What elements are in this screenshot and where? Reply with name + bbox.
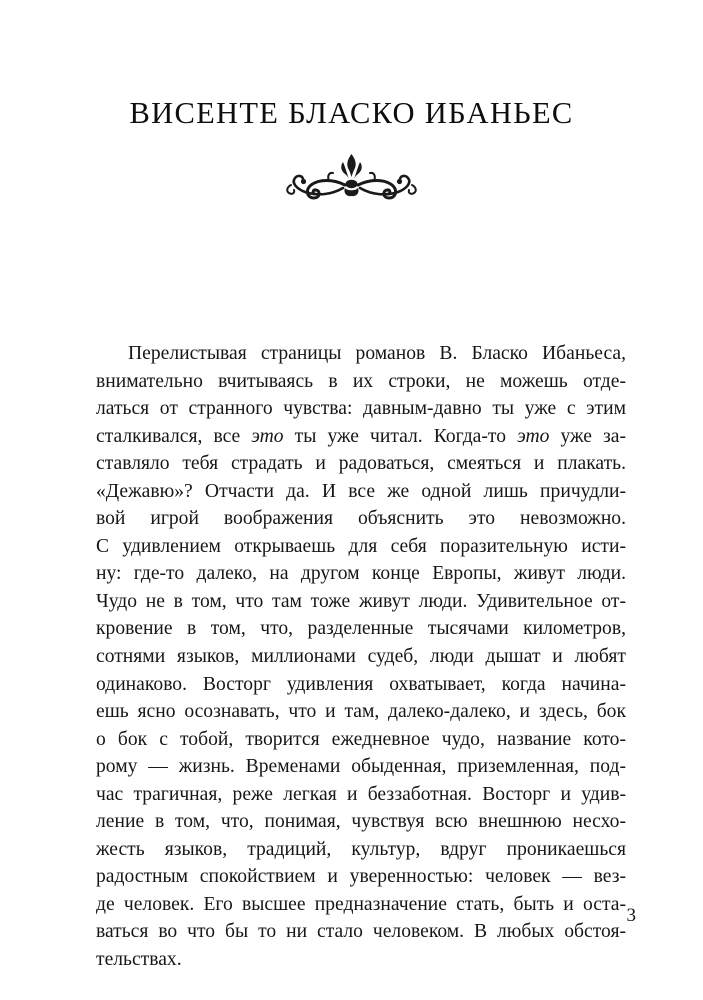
text-run: Перелистывая страницы романов В. Бласко Ибаньеса,	[128, 343, 626, 364]
text-line	[96, 560, 626, 588]
text-line	[96, 836, 626, 864]
text-run: ну: где-то далеко, на другом конце Европы, живут люди.	[96, 563, 626, 585]
text-run: ставляло тебя страдать и радоваться, смеяться и плакать.	[96, 453, 626, 475]
text-run: ешь ясно осознавать, что и там, далеко-далеко, и здесь, бок	[96, 701, 626, 723]
text-line	[96, 808, 626, 836]
text-run: радостным спокойствием и уверенностью: человек — вез-	[96, 866, 626, 888]
text-line	[96, 891, 626, 919]
text-line	[96, 753, 626, 781]
text-line	[96, 726, 626, 754]
text-line	[96, 588, 626, 616]
text-line	[96, 505, 626, 533]
text-run: кровение в том, что, разделенные тысячами километров,	[96, 618, 626, 640]
text-run: уже за-	[549, 425, 626, 447]
text-line	[96, 423, 626, 451]
text-line	[96, 368, 626, 396]
text-run: тельствах.	[96, 949, 182, 971]
text-run: жесть языков, традиций, культур, вдруг проникаешься	[96, 838, 626, 860]
text-line	[96, 946, 626, 974]
text-run: одинаково. Восторг удивления охватывает, когда начина-	[96, 673, 626, 695]
text-line	[96, 478, 626, 506]
italic-word: это	[251, 425, 284, 447]
body-paragraph	[96, 340, 626, 974]
text-run: ваться во что бы то ни стало человеком. В любых обстоя-	[96, 921, 626, 943]
text-run: латься от странного чувства: давным-давно ты уже с этим	[96, 398, 626, 420]
text-line	[96, 643, 626, 671]
text-run: вой игрой воображения объяснить это невозможно.	[96, 508, 626, 530]
text-run: ты уже читал. Когда-то	[283, 425, 518, 447]
text-line	[96, 450, 626, 478]
text-run: сталкивался, все	[96, 425, 252, 447]
text-line	[96, 698, 626, 726]
text-line	[96, 863, 626, 891]
text-line	[96, 395, 626, 423]
text-run: «Дежавю»? Отчасти да. И все же одной лишь причудли-	[96, 480, 626, 502]
text-line	[96, 340, 626, 368]
text-run: о бок с тобой, творится ежедневное чудо, название кото-	[96, 728, 626, 750]
text-run: де человек. Его высшее предназначение стать, быть и оста-	[96, 893, 626, 915]
page-number: 3	[626, 905, 636, 926]
fleuron-ornament-icon	[283, 152, 420, 204]
text-line	[96, 671, 626, 699]
text-run: час трагичная, реже легкая и беззаботная. Восторг и удив-	[96, 783, 626, 805]
italic-word: это	[517, 425, 550, 447]
text-run: Чудо не в том, что там тоже живут люди. Удивительное от-	[96, 590, 626, 612]
text-run: внимательно вчитываясь в их строки, не можешь отде-	[96, 370, 626, 392]
chapter-title: ВИСЕНТЕ БЛАСКО ИБАНЬЕС	[129, 96, 574, 130]
text-run: сотнями языков, миллионами судеб, люди дышат и любят	[96, 646, 626, 668]
text-line	[96, 781, 626, 809]
text-run: ление в том, что, понимая, чувствуя всю внешнюю несхо-	[96, 811, 626, 833]
text-run: С удивлением открываешь для себя поразительную исти-	[96, 535, 626, 557]
text-run: рому — жизнь. Временами обыденная, приземленная, под-	[96, 756, 626, 778]
text-line	[96, 918, 626, 946]
text-line	[96, 533, 626, 561]
text-line	[96, 615, 626, 643]
